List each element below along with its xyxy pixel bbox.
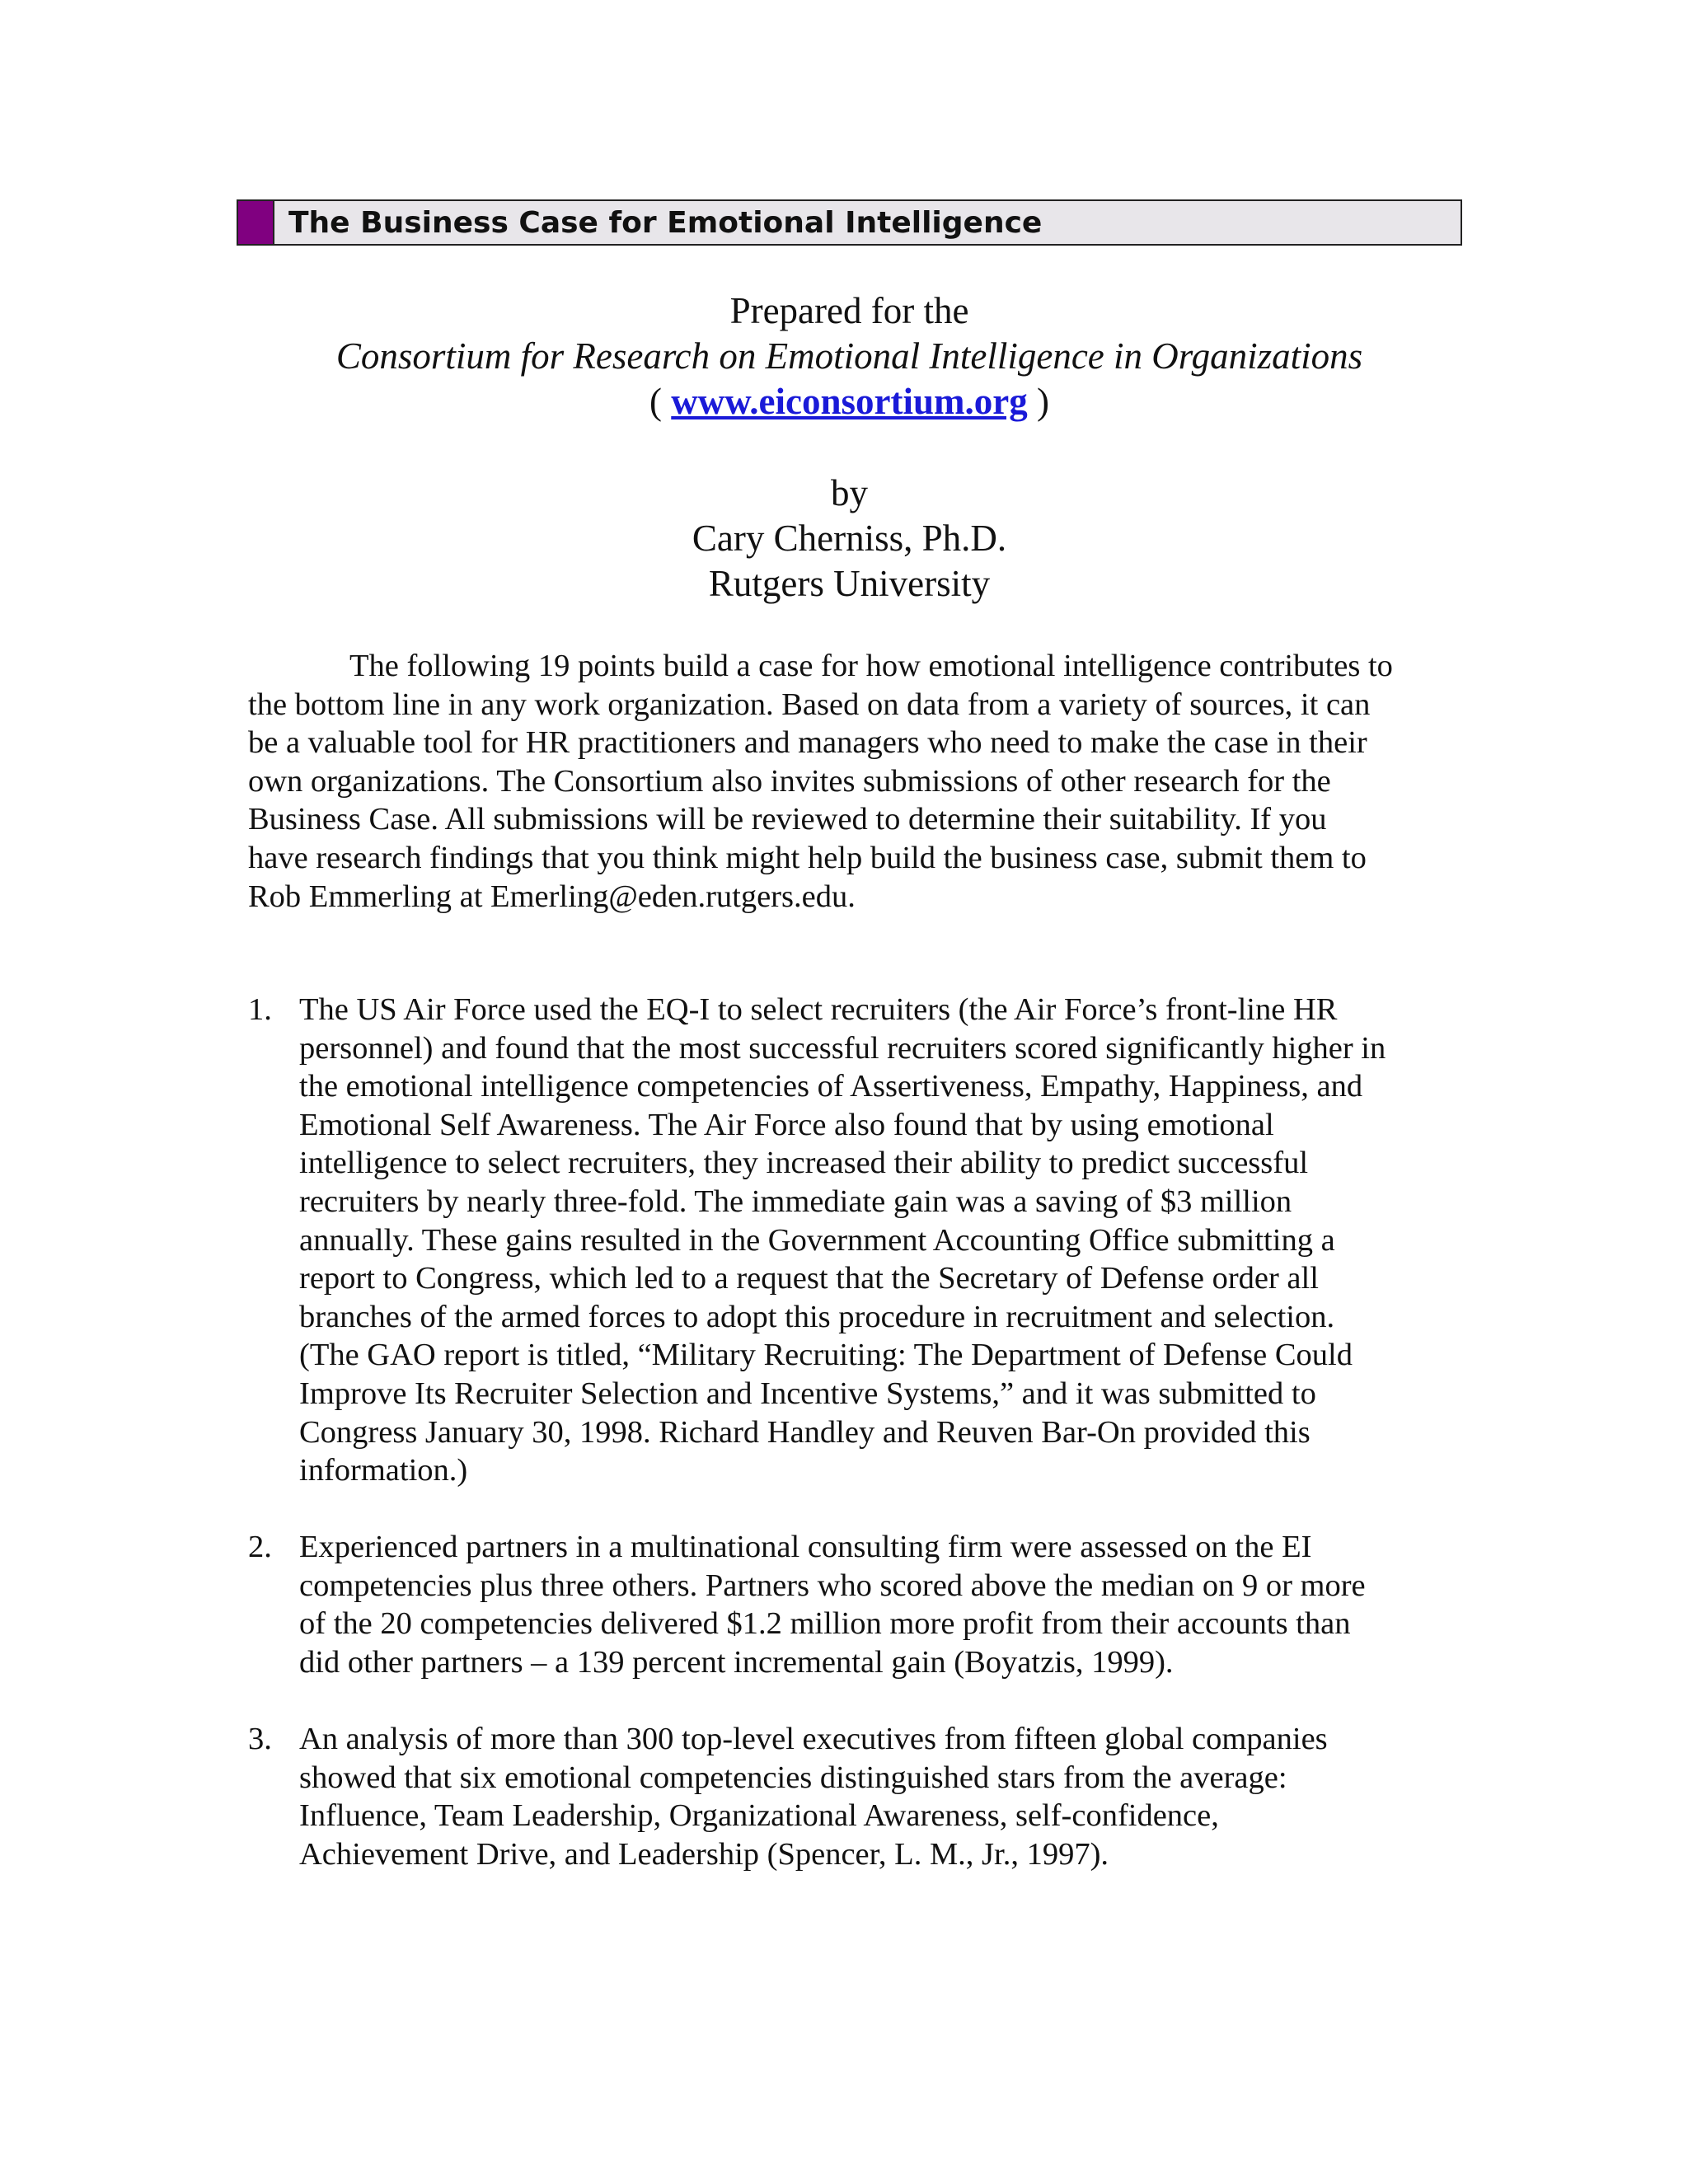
link-close-paren: )	[1027, 381, 1049, 422]
author-affiliation: Rutgers University	[708, 563, 991, 604]
list-line: An analysis of more than 300 top-level executives from fifteen global companies	[299, 1722, 1328, 1756]
list-number: 3.	[248, 1722, 272, 1756]
intro-paragraph	[248, 647, 1468, 916]
list-number: 2.	[248, 1530, 272, 1564]
list-line: intelligence to select recruiters, they increased their ability to predict successful	[299, 1146, 1309, 1181]
intro-line: the bottom line in any work organization. Based on data from a variety of sources, it can	[248, 687, 1371, 722]
list-item-text	[299, 1720, 1328, 1873]
list-line: The US Air Force used the EQ-I to select recruiters (the Air Force’s front-line HR	[299, 992, 1338, 1027]
list-line: Achievement Drive, and Leadership (Spencer, L. M., Jr., 1997).	[299, 1836, 1109, 1872]
byline-block	[237, 471, 1462, 607]
list-line: Influence, Team Leadership, Organizational Awareness, self-confidence,	[299, 1798, 1219, 1834]
list-line: of the 20 competencies delivered $1.2 million more profit from their accounts than	[299, 1606, 1351, 1642]
list-line: recruiters by nearly three-fold. The immediate gain was a saving of $3 million	[299, 1183, 1292, 1219]
title-accent-block	[238, 201, 274, 244]
intro-line: Business Case. All submissions will be reviewed to determine their suitability. If you	[248, 802, 1327, 837]
author-name: Cary Cherniss, Ph.D.	[692, 518, 1007, 559]
list-line: Emotional Self Awareness. The Air Force also found that by using emotional	[299, 1107, 1274, 1142]
list-line: annually. These gains resulted in the Government Accounting Office submitting a	[299, 1222, 1335, 1258]
list-item-text	[299, 1528, 1366, 1681]
intro-line: own organizations. The Consortium also invites submissions of other research for the	[248, 763, 1331, 799]
list-number: 1.	[248, 992, 272, 1027]
list-line: personnel) and found that the most successful recruiters scored significantly higher in	[299, 1030, 1386, 1066]
website-link[interactable]: www.eiconsortium.org	[671, 381, 1028, 422]
list-line: Congress January 30, 1998. Richard Handley and Reuven Bar-On provided this	[299, 1414, 1311, 1450]
list-line: competencies plus three others. Partners who scored above the median on 9 or more	[299, 1568, 1366, 1603]
intro-line: The following 19 points build a case for how emotional intelligence contributes to	[349, 649, 1393, 683]
list-line: did other partners – a 139 percent incremental gain (Boyatzis, 1999).	[299, 1644, 1174, 1680]
document-title: The Business Case for Emotional Intelligence	[288, 205, 1043, 240]
list-line: the emotional intelligence competencies of Assertiveness, Empathy, Happiness, and	[299, 1069, 1363, 1104]
prepared-for-text: Prepared for the	[729, 290, 969, 331]
website-line	[237, 379, 1462, 424]
list-line: report to Congress, which led to a request that the Secretary of Defense order all	[299, 1261, 1319, 1296]
list-line: showed that six emotional competencies distinguished stars from the average:	[299, 1760, 1287, 1795]
title-bar	[237, 199, 1462, 246]
intro-line: have research findings that you think might help build the business case, submit them to	[248, 840, 1367, 875]
list-line: branches of the armed forces to adopt this procedure in recruitment and selection.	[299, 1299, 1335, 1334]
prepared-for-block	[237, 288, 1462, 424]
link-open-paren: (	[649, 381, 672, 422]
by-text: by	[831, 472, 868, 513]
list-line: Experienced partners in a multinational consulting firm were assessed on the EI	[299, 1530, 1312, 1564]
list-line: Improve Its Recruiter Selection and Incentive Systems,” and it was submitted to	[299, 1376, 1316, 1411]
organization-name: Consortium for Research on Emotional Intelligence in Organizations	[335, 335, 1363, 377]
intro-line: Rob Emmerling at Emerling@eden.rutgers.edu.	[248, 879, 856, 914]
list-line: (The GAO report is titled, “Military Recruiting: The Department of Defense Could	[299, 1338, 1353, 1373]
list-line: information.)	[299, 1453, 468, 1488]
intro-line: be a valuable tool for HR practitioners and managers who need to make the case in their	[248, 725, 1367, 761]
list-item-text	[299, 991, 1386, 1490]
